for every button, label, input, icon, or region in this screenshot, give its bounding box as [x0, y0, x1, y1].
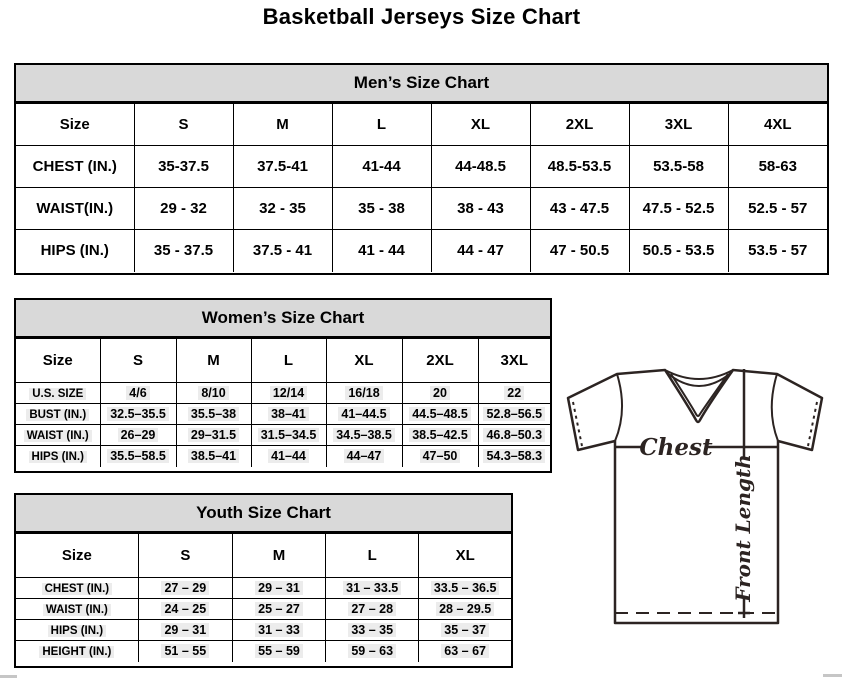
row-label-text: U.S. SIZE	[29, 388, 86, 400]
row-label-text: BUST (IN.)	[26, 409, 89, 421]
table-row	[16, 146, 827, 188]
column-header-text: XL	[455, 547, 475, 564]
cell-text: 44 - 47	[457, 242, 504, 260]
table-cell	[326, 446, 402, 467]
table-row	[16, 425, 550, 446]
scroll-track-fragment-left	[0, 675, 17, 678]
table-cell	[100, 404, 176, 425]
youth-size-chart	[14, 493, 513, 668]
table-row	[16, 641, 511, 662]
table-cell	[402, 425, 478, 446]
column-header-text: XL	[470, 116, 491, 133]
column-header	[402, 339, 478, 383]
table-cell	[478, 425, 550, 446]
table-cell	[431, 146, 530, 188]
row-label	[16, 404, 100, 425]
cell-text: 35 - 38	[358, 200, 405, 217]
table-cell	[629, 230, 728, 272]
cell-text: 41-44	[362, 158, 401, 175]
column-header-text: Size	[59, 116, 90, 133]
cell-text: 37.5 - 41	[252, 242, 313, 260]
column-header-text: 2XL	[565, 116, 594, 133]
cell-text: 29 – 31	[255, 581, 303, 595]
column-header	[478, 339, 550, 383]
column-header	[326, 534, 419, 578]
column-header-text: L	[376, 116, 387, 133]
cell-text: 47 - 50.5	[549, 242, 610, 260]
cell-text: 12/14	[270, 386, 307, 400]
table-cell	[232, 620, 325, 641]
cell-text: 41–44.5	[338, 407, 389, 421]
youth-table	[16, 533, 511, 662]
cell-text: 52.8–56.5	[483, 407, 545, 421]
cell-text: 27 – 28	[348, 602, 396, 616]
column-header-text: S	[178, 116, 189, 133]
table-cell	[176, 446, 251, 467]
table-cell	[478, 383, 550, 404]
row-label-text: WAIST (IN.)	[24, 430, 92, 442]
table-row	[16, 383, 550, 404]
table-cell	[138, 620, 232, 641]
column-header-text: S	[180, 547, 191, 564]
table-cell	[728, 230, 827, 272]
table-cell	[326, 578, 419, 599]
cell-text: 16/18	[345, 386, 382, 400]
cell-text: 51 – 55	[161, 644, 209, 658]
column-header	[728, 104, 827, 146]
cell-text: 38.5–42.5	[409, 428, 471, 442]
cell-text: 24 – 25	[161, 602, 209, 616]
column-header-text: S	[132, 352, 143, 369]
row-label-text: HIPS (IN.)	[48, 625, 106, 637]
row-label-text: HIPS (IN.)	[40, 242, 109, 260]
table-cell	[138, 578, 232, 599]
cell-text: 53.5-58	[653, 158, 704, 175]
row-label-text: CHEST (IN.)	[42, 583, 113, 595]
column-header	[419, 534, 511, 578]
column-header-text: L	[367, 547, 377, 564]
cell-text: 33.5 – 36.5	[431, 581, 500, 595]
column-header	[326, 339, 402, 383]
cell-text: 34.5–38.5	[333, 428, 395, 442]
cell-text: 59 – 63	[348, 644, 396, 658]
row-label	[16, 620, 138, 641]
column-header-text: L	[283, 352, 294, 369]
cell-text: 35 – 37	[441, 623, 489, 637]
table-cell	[728, 146, 827, 188]
row-label	[16, 230, 134, 272]
cell-text: 41–44	[268, 449, 309, 463]
column-header-text: M	[272, 547, 286, 564]
row-label	[16, 446, 100, 467]
table-row	[16, 404, 550, 425]
mens-table	[16, 103, 827, 272]
column-header	[134, 104, 233, 146]
chest-label: Chest	[639, 434, 713, 461]
mens-chart-title: Men’s Size Chart	[16, 65, 827, 103]
cell-text: 31.5–34.5	[258, 428, 320, 442]
cell-text: 25 – 27	[255, 602, 303, 616]
table-cell	[419, 578, 511, 599]
table-cell	[478, 404, 550, 425]
womens-chart-title: Women’s Size Chart	[16, 300, 550, 338]
jersey-outline	[568, 370, 822, 623]
table-cell	[419, 620, 511, 641]
table-cell	[326, 425, 402, 446]
table-cell	[233, 188, 332, 230]
scroll-track-fragment-right	[823, 674, 842, 677]
table-cell	[629, 146, 728, 188]
row-label	[16, 188, 134, 230]
table-cell	[100, 446, 176, 467]
table-cell	[176, 383, 251, 404]
mens-size-chart	[14, 63, 829, 275]
cell-text: 35.5–58.5	[107, 449, 169, 463]
table-cell	[232, 578, 325, 599]
table-row	[16, 599, 511, 620]
row-label	[16, 599, 138, 620]
table-cell	[402, 383, 478, 404]
cell-text: 29 – 31	[161, 623, 209, 637]
row-label	[16, 641, 138, 662]
cell-text: 52.5 - 57	[748, 200, 808, 217]
column-header-text: M	[276, 116, 289, 133]
column-header-text: 2XL	[426, 352, 454, 369]
table-cell	[530, 188, 629, 230]
table-cell	[134, 188, 233, 230]
cell-text: 27 – 29	[161, 581, 209, 595]
table-row	[16, 578, 511, 599]
cell-text: 46.8–50.3	[483, 428, 545, 442]
cell-text: 47.5 - 52.5	[642, 200, 715, 217]
cell-text: 32 - 35	[259, 200, 306, 217]
cell-text: 38.5–41	[188, 449, 239, 463]
cell-text: 31 – 33.5	[343, 581, 401, 595]
cell-text: 48.5-53.5	[547, 158, 612, 175]
column-header	[232, 534, 325, 578]
column-header	[332, 104, 431, 146]
column-header	[138, 534, 232, 578]
row-label-text: CHEST (IN.)	[32, 158, 117, 175]
cell-text: 38 - 43	[457, 200, 504, 217]
table-cell	[431, 188, 530, 230]
cell-text: 53.5 - 57	[748, 242, 808, 260]
table-cell	[138, 599, 232, 620]
cell-text: 22	[504, 386, 524, 400]
column-header	[251, 339, 326, 383]
table-cell	[176, 404, 251, 425]
column-header	[176, 339, 251, 383]
cell-text: 44–47	[344, 449, 385, 463]
table-cell	[326, 404, 402, 425]
table-cell	[326, 641, 419, 662]
column-header	[431, 104, 530, 146]
cell-text: 44-48.5	[455, 158, 506, 175]
table-cell	[326, 599, 419, 620]
table-cell	[251, 404, 326, 425]
row-label-text: WAIST(IN.)	[36, 200, 114, 217]
table-cell	[251, 446, 326, 467]
table-header-row	[16, 339, 550, 383]
table-row	[16, 620, 511, 641]
column-header	[16, 534, 138, 578]
table-cell	[232, 599, 325, 620]
row-label-text: HIPS (IN.)	[29, 451, 87, 463]
table-header-row	[16, 104, 827, 146]
table-cell	[402, 446, 478, 467]
table-cell	[419, 641, 511, 662]
cell-text: 8/10	[198, 386, 228, 400]
cell-text: 37.5-41	[257, 158, 308, 175]
column-header-text: M	[207, 352, 220, 369]
cell-text: 29–31.5	[188, 428, 239, 442]
row-label	[16, 146, 134, 188]
table-cell	[332, 146, 431, 188]
column-header-text: 3XL	[664, 116, 693, 133]
cell-text: 58-63	[758, 158, 797, 175]
column-header-text: 3XL	[500, 352, 528, 369]
table-cell	[431, 230, 530, 272]
row-label	[16, 383, 100, 404]
cell-text: 50.5 - 53.5	[642, 242, 715, 260]
column-header-text: XL	[354, 352, 374, 369]
row-label	[16, 578, 138, 599]
column-header	[629, 104, 728, 146]
cell-text: 43 - 47.5	[549, 200, 610, 217]
column-header	[530, 104, 629, 146]
row-label-text: WAIST (IN.)	[43, 604, 111, 616]
table-cell	[100, 425, 176, 446]
front-length-label: Front Length	[731, 454, 755, 602]
cell-text: 31 – 33	[255, 623, 303, 637]
cell-text: 35-37.5	[158, 158, 209, 175]
cell-text: 33 – 35	[348, 623, 396, 637]
cell-text: 4/6	[126, 386, 149, 400]
cell-text: 35 - 37.5	[153, 242, 214, 260]
table-cell	[629, 188, 728, 230]
table-cell	[233, 146, 332, 188]
column-header	[16, 339, 100, 383]
jersey-diagram-svg	[556, 358, 843, 630]
table-cell	[134, 230, 233, 272]
table-cell	[478, 446, 550, 467]
column-header-text: Size	[42, 352, 73, 369]
table-row	[16, 230, 827, 272]
womens-size-chart	[14, 298, 552, 473]
cell-text: 29 - 32	[160, 200, 207, 217]
cell-text: 26–29	[118, 428, 159, 442]
column-header	[233, 104, 332, 146]
cell-text: 47–50	[420, 449, 461, 463]
column-header	[16, 104, 134, 146]
table-cell	[232, 641, 325, 662]
youth-chart-title: Youth Size Chart	[16, 495, 511, 533]
cell-text: 44.5–48.5	[409, 407, 471, 421]
cell-text: 41 - 44	[358, 242, 405, 260]
table-row	[16, 188, 827, 230]
table-cell	[251, 425, 326, 446]
table-cell	[134, 146, 233, 188]
cell-text: 28 – 29.5	[436, 602, 494, 616]
page-title: Basketball Jerseys Size Chart	[262, 4, 581, 29]
column-header-text: Size	[61, 547, 92, 564]
cell-text: 20	[430, 386, 450, 400]
table-cell	[138, 641, 232, 662]
cell-text: 55 – 59	[255, 644, 303, 658]
table-cell	[728, 188, 827, 230]
jersey-measurement-diagram	[556, 358, 843, 630]
table-cell	[402, 404, 478, 425]
table-cell	[176, 425, 251, 446]
table-cell	[419, 599, 511, 620]
column-header	[100, 339, 176, 383]
table-cell	[530, 146, 629, 188]
table-cell	[100, 383, 176, 404]
cell-text: 63 – 67	[441, 644, 489, 658]
table-cell	[332, 230, 431, 272]
row-label	[16, 425, 100, 446]
table-cell	[332, 188, 431, 230]
womens-table	[16, 338, 550, 467]
table-cell	[530, 230, 629, 272]
table-cell	[233, 230, 332, 272]
table-cell	[326, 383, 402, 404]
row-label-text: HEIGHT (IN.)	[39, 646, 114, 658]
column-header-text: 4XL	[763, 116, 792, 133]
table-cell	[326, 620, 419, 641]
cell-text: 54.3–58.3	[483, 449, 545, 463]
cell-text: 38–41	[268, 407, 309, 421]
cell-text: 32.5–35.5	[107, 407, 169, 421]
table-header-row	[16, 534, 511, 578]
table-cell	[251, 383, 326, 404]
table-row	[16, 446, 550, 467]
cell-text: 35.5–38	[188, 407, 239, 421]
